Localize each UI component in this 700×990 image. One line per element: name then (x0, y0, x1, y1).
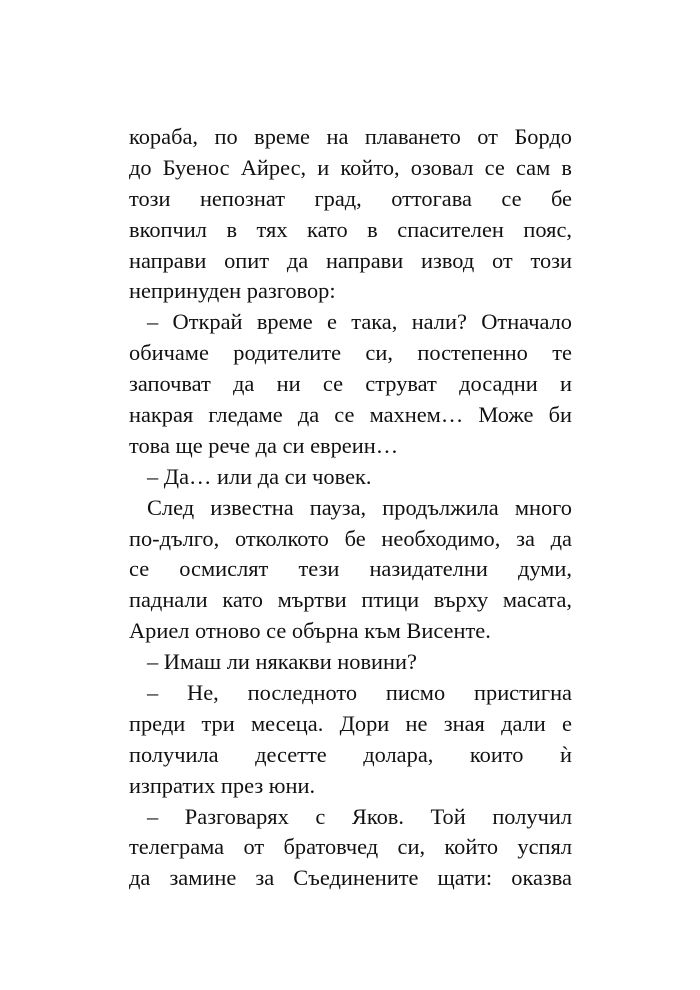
text-line: започват да ни се струват досадни и (129, 371, 572, 397)
text-line: паднали като мъртви птици върху масата, (129, 587, 572, 613)
text-line: да замине за Съединените щати: оказва (129, 865, 572, 891)
text-line: направи опит да направи извод от този (129, 247, 572, 273)
text-line: – Да… или да си човек. (147, 463, 372, 489)
text-line: – Не, последното писмо пристигна (147, 680, 572, 706)
text-line: до Буенос Айрес, и който, озовал се сам в (129, 154, 572, 180)
book-page-text (129, 122, 572, 894)
text-line: този непознат град, оттогава се бе (129, 185, 572, 211)
text-line: вкопчил в тях като в спасителен пояс, (129, 216, 572, 242)
text-line: обичаме родителите си, постепенно те (129, 340, 572, 366)
text-line: телеграма от братовчед си, който успял (129, 834, 572, 860)
text-line: изпратих през юни. (129, 772, 316, 798)
text-line: След известна пауза, продължила много (147, 494, 572, 520)
text-line: кораба, по време на плаването от Бордо (129, 124, 572, 149)
text-line: това ще рече да си евреин… (129, 432, 399, 458)
text-line: преди три месеца. Дори не зная дали е (129, 710, 572, 736)
text-line: Ариел отново се обърна към Висенте. (129, 618, 491, 644)
text-line: – Разговарях с Яков. Той получил (147, 803, 572, 829)
text-line: се осмислят тези назидателни думи, (129, 556, 572, 582)
text-line: получила десетте долара, които ѝ (129, 741, 572, 767)
text-line: непринуден разговор: (129, 278, 336, 304)
text-line: накрая гледаме да се махнем… Може би (129, 402, 572, 428)
text-line: – Имаш ли някакви новини? (147, 649, 417, 675)
text-line: – Открай време е така, нали? Отначало (147, 309, 572, 335)
text-line: по-дълго, отколкото бе необходимо, за да (129, 525, 572, 551)
